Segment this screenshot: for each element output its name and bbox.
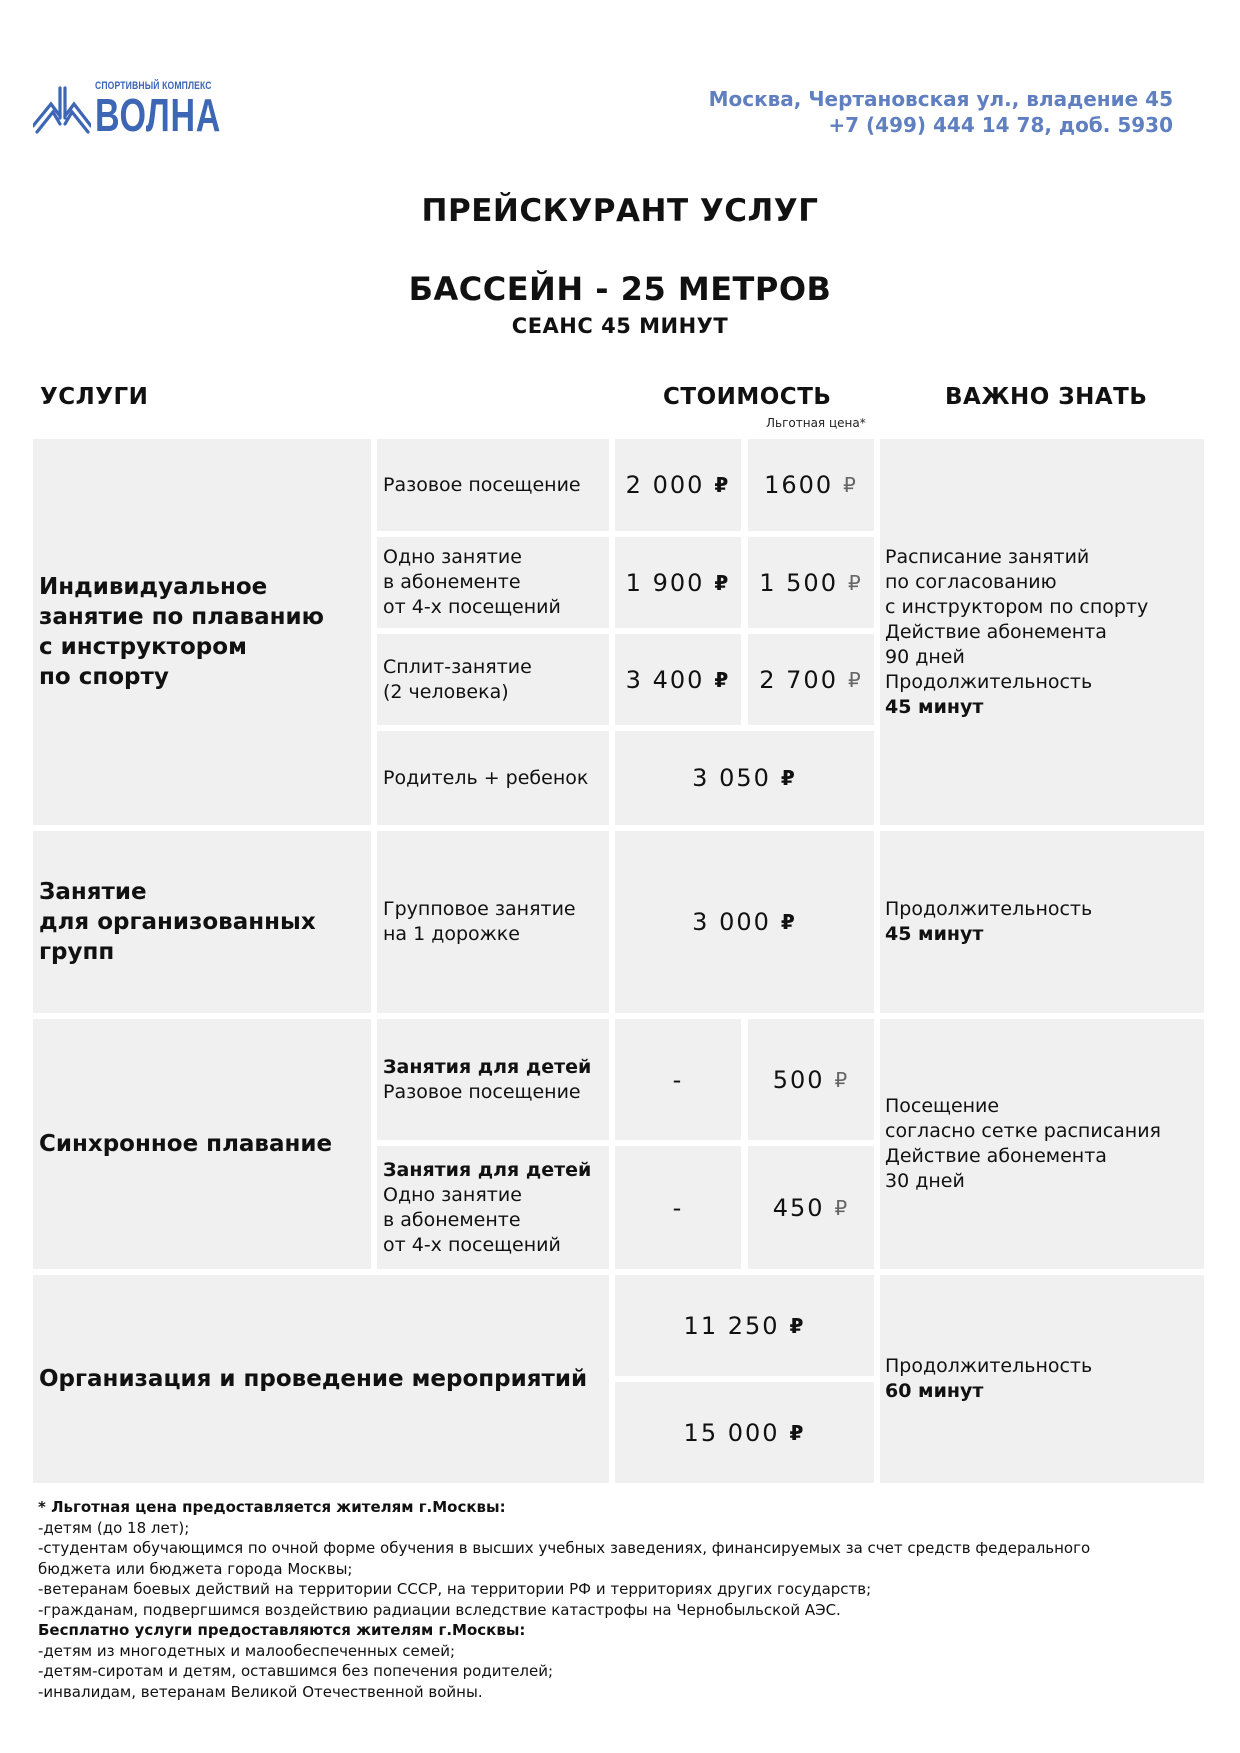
column-header-discount: Льготная цена*: [766, 416, 866, 430]
discount-price-cell: [748, 439, 874, 531]
ruble-icon: ₽: [789, 1313, 806, 1338]
service-parent-child: Родитель + ребенок: [377, 731, 609, 825]
footnote-line: -детям-сиротам и детям, оставшимся без попечения родителей;: [38, 1662, 554, 1680]
note-individual: Расписание занятий по согласованию с инструктором по спорту Действие абонемента 90 дней Продолжительность 45 минут: [880, 439, 1204, 825]
service-kids-single: Занятия для детей Разовое посещение: [377, 1019, 609, 1140]
note-events: Продолжительность 60 минут: [880, 1275, 1204, 1483]
price-value: 11 250: [683, 1311, 780, 1340]
discount-value: 1600: [764, 471, 834, 499]
ruble-icon: ₽: [780, 910, 797, 934]
price-cell: [615, 831, 874, 1013]
section-title-individual: Индивидуальное занятие по плаванию с инструктором по спорту: [33, 439, 371, 825]
price-cell: [615, 731, 874, 825]
wave-logo-icon: [33, 82, 91, 138]
service-single-visit: Разовое посещение: [377, 439, 609, 531]
price-cell: [615, 1382, 874, 1483]
discount-price-cell: [748, 1019, 874, 1140]
discount-value: 2 700: [759, 665, 838, 694]
address: Москва, Чертановская ул., владение 45: [708, 87, 1173, 111]
discount-price-cell: [748, 634, 874, 725]
price-cell: [615, 439, 741, 531]
price-cell: [615, 1019, 741, 1140]
phone: +7 (499) 444 14 78, доб. 5930: [828, 113, 1173, 137]
footnote-line: -ветеранам боевых действий на территории СССР, на территории РФ и территориях других государств;: [38, 1580, 872, 1598]
ruble-icon: ₽: [847, 570, 863, 595]
price-cell: [615, 537, 741, 628]
price-value: -: [672, 1065, 684, 1094]
ruble-icon: ₽: [714, 667, 731, 692]
ruble-icon: ₽: [847, 667, 863, 692]
footnote-line: бюджета или бюджета города Москвы;: [38, 1559, 353, 1578]
page-title: ПРЕЙСКУРАНТ УСЛУГ: [421, 193, 819, 229]
footnote-line: -инвалидам, ветеранам Великой Отечественной войны.: [38, 1682, 483, 1701]
column-header-important: ВАЖНО ЗНАТЬ: [945, 384, 1148, 410]
ruble-icon: ₽: [789, 1420, 806, 1445]
ruble-icon: ₽: [714, 570, 731, 595]
contact-block: [709, 86, 1173, 138]
column-header-cost: СТОИМОСТЬ: [663, 384, 832, 410]
footnote-line: -детям из многодетных и малообеспеченных семей;: [38, 1641, 456, 1660]
discount-price-cell: [748, 537, 874, 628]
footnote-line: -детям (до 18 лет);: [38, 1518, 190, 1537]
price-cell: [615, 634, 741, 725]
footnote-line: -студентам обучающимся по очной форме обучения в высших учебных заведениях, финансируемых за счет средств федерального: [38, 1539, 1091, 1557]
price-value: 2 000: [625, 471, 705, 499]
ruble-icon: ₽: [780, 766, 797, 790]
footnote: [38, 1497, 1208, 1702]
footnote-heading: Бесплатно услуги предоставляются жителям г.Москвы:: [38, 1621, 526, 1639]
session-title: СЕАНС 45 МИНУТ: [511, 314, 729, 338]
discount-value: 1 500: [759, 568, 838, 597]
footnote-heading: * Льготная цена предоставляется жителям г.Москвы:: [38, 1498, 506, 1516]
column-header-services: УСЛУГИ: [40, 384, 149, 410]
logo: [33, 78, 223, 140]
service-kids-subscription: Занятия для детей Одно занятие в абонементе от 4-х посещений: [377, 1146, 609, 1269]
section-title-events: Организация и проведение мероприятий: [33, 1275, 609, 1483]
discount-value: 450: [772, 1193, 825, 1222]
logo-name: ВОЛНА: [95, 89, 222, 141]
ruble-icon: ₽: [843, 473, 858, 497]
pool-title: БАССЕЙН - 25 МЕТРОВ: [408, 270, 832, 308]
discount-value: 500: [772, 1065, 825, 1094]
service-subscription: Одно занятие в абонементе от 4-х посещений: [377, 537, 609, 628]
price-value: 3 050: [692, 764, 771, 792]
price-value: -: [672, 1193, 684, 1222]
footnote-line: -гражданам, подвергшимся воздействию радиации вследствие катастрофы на Чернобыльской АЭС.: [38, 1600, 841, 1619]
discount-price-cell: [748, 1146, 874, 1269]
service-split: Сплит-занятие (2 человека): [377, 634, 609, 725]
price-cell: [615, 1275, 874, 1376]
ruble-icon: ₽: [834, 1067, 850, 1092]
price-value: 3 400: [625, 665, 705, 694]
section-title-synchro: Синхронное плавание: [33, 1019, 371, 1269]
logo-subtitle: СПОРТИВНЫЙ КОМПЛЕКС: [95, 80, 212, 92]
price-value: 15 000: [683, 1418, 780, 1447]
price-value: 1 900: [625, 568, 705, 597]
note-synchro: Посещение согласно сетке расписания Действие абонемента 30 дней: [880, 1019, 1204, 1269]
ruble-icon: ₽: [834, 1195, 850, 1220]
section-title-groups: Занятие для организованных групп: [33, 831, 371, 1013]
price-cell: [615, 1146, 741, 1269]
service-group-lane: Групповое занятие на 1 дорожке: [377, 831, 609, 1013]
note-groups: Продолжительность 45 минут: [880, 831, 1204, 1013]
price-value: 3 000: [692, 908, 771, 936]
ruble-icon: ₽: [714, 473, 731, 497]
